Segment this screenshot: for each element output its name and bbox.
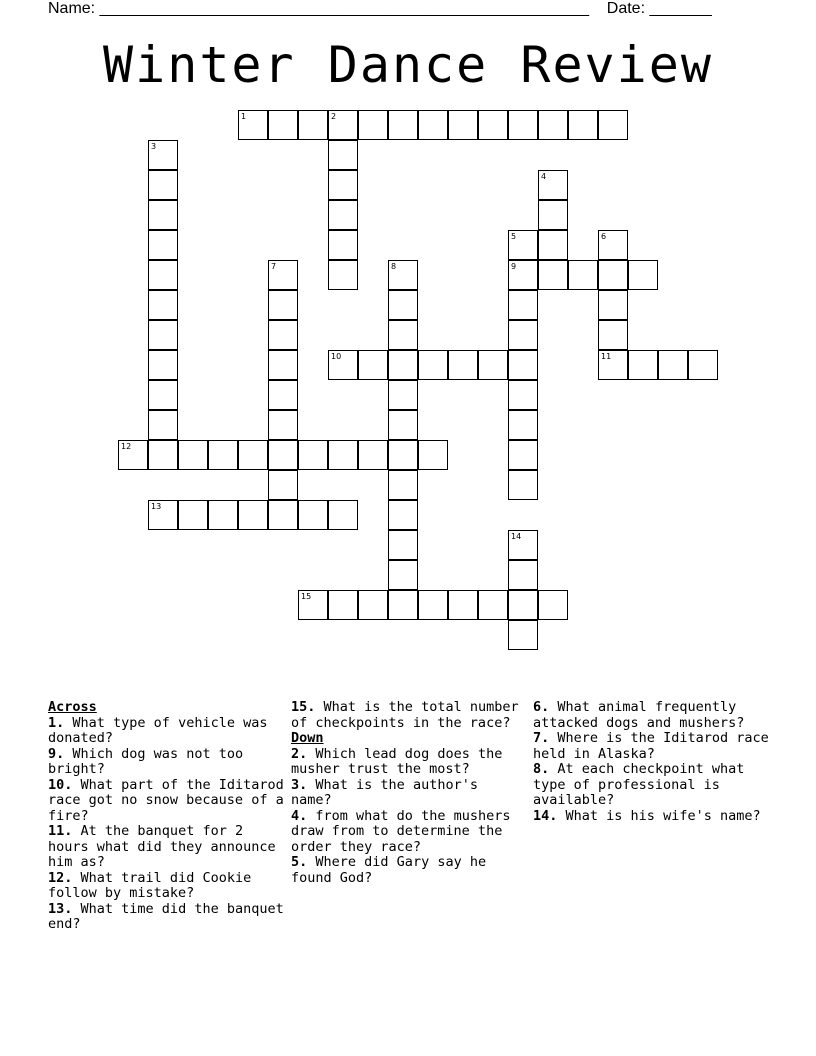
cell-number: 4 [541, 172, 547, 181]
grid-cell[interactable] [148, 350, 178, 380]
grid-cell[interactable] [598, 230, 628, 260]
grid-cell[interactable] [148, 320, 178, 350]
clue-across-13 [48, 902, 284, 933]
cell-number: 15 [301, 592, 312, 601]
grid-cell[interactable] [328, 170, 358, 200]
clue-across-15 [291, 700, 523, 731]
grid-cell[interactable] [508, 470, 538, 500]
grid-cell[interactable] [148, 200, 178, 230]
grid-cell[interactable] [538, 590, 568, 620]
grid-cell[interactable] [148, 230, 178, 260]
clue-text: What trail did Cookie follow by mistake? [48, 869, 252, 901]
grid-cell[interactable] [388, 320, 418, 350]
grid-cell[interactable] [388, 260, 418, 290]
clue-text: What is his wife's name? [565, 807, 761, 824]
clue-across-10 [48, 778, 284, 825]
clue-text: What type of vehicle was donated? [48, 714, 268, 746]
grid-cell[interactable] [418, 110, 448, 140]
grid-cell[interactable] [148, 260, 178, 290]
clue-down-8 [533, 762, 769, 809]
down-heading: Down [291, 730, 324, 746]
cell-number: 7 [271, 262, 277, 271]
clue-number: 5. [291, 854, 308, 870]
grid-cell[interactable] [268, 260, 298, 290]
grid-cell[interactable] [598, 110, 628, 140]
clue-number: 10. [48, 776, 73, 793]
cell-number: 8 [391, 262, 397, 271]
clue-number: 11. [48, 823, 73, 839]
grid-cell[interactable] [328, 110, 358, 140]
clue-text: At each checkpoint what type of professional is available? [533, 761, 745, 808]
grid-cell[interactable] [388, 380, 418, 410]
grid-cell[interactable] [328, 500, 358, 530]
grid-cell[interactable] [358, 590, 388, 620]
clue-number: 15. [291, 699, 316, 715]
across-heading: Across [48, 699, 97, 715]
cell-number: 9 [511, 262, 517, 271]
grid-cell[interactable] [568, 110, 598, 140]
clue-text: What time did the banquet end? [48, 900, 284, 932]
clue-down-3 [291, 778, 523, 809]
grid-cell[interactable] [388, 560, 418, 590]
clue-across-11 [48, 824, 284, 871]
grid-cell[interactable] [268, 470, 298, 500]
clue-text: from what do the mushers draw from to determine the order they race? [291, 807, 511, 855]
clue-down-5 [291, 855, 523, 886]
clue-across-9 [48, 747, 284, 778]
cell-number: 10 [331, 352, 342, 361]
grid-cell[interactable] [388, 500, 418, 530]
grid-cell[interactable] [388, 350, 418, 380]
clues-column-2 [291, 700, 523, 886]
clue-text: Which dog was not too bright? [48, 745, 244, 777]
grid-cell[interactable] [328, 230, 358, 260]
grid-cell[interactable] [598, 290, 628, 320]
grid-cell[interactable] [178, 500, 208, 530]
grid-cell[interactable] [448, 110, 478, 140]
grid-cell[interactable] [268, 380, 298, 410]
grid-cell[interactable] [508, 530, 538, 560]
clue-number: 3. [291, 776, 308, 793]
grid-cell[interactable] [148, 170, 178, 200]
grid-cell[interactable] [478, 110, 508, 140]
name-date-line: Name: _______________________________________________________ Date: _______ [48, 0, 712, 17]
grid-cell[interactable] [478, 590, 508, 620]
grid-cell[interactable] [268, 500, 298, 530]
grid-cell[interactable] [388, 470, 418, 500]
clue-text: Where is the Iditarod race held in Alaska? [533, 730, 769, 762]
grid-cell[interactable] [328, 590, 358, 620]
grid-cell[interactable] [148, 140, 178, 170]
clue-number: 8. [533, 761, 550, 777]
grid-cell[interactable] [358, 350, 388, 380]
clue-down-2 [291, 747, 523, 778]
clue-text: What part of the Iditarod race got no snow because of a fire? [48, 776, 284, 824]
clue-text: What is the author's name? [291, 776, 478, 808]
cell-number: 12 [121, 442, 132, 451]
grid-cell[interactable] [238, 500, 268, 530]
cell-number: 14 [511, 532, 522, 541]
clue-number: 13. [48, 900, 73, 917]
grid-cell[interactable] [268, 290, 298, 320]
clue-number: 1. [48, 714, 65, 731]
clue-text: What is the total number of checkpoints in the race? [291, 699, 519, 731]
grid-cell[interactable] [238, 110, 268, 140]
clue-down-6 [533, 700, 769, 731]
clue-across-12 [48, 871, 284, 902]
clue-text: Where did Gary say he found God? [291, 854, 487, 886]
grid-cell[interactable] [238, 440, 268, 470]
grid-cell[interactable] [508, 560, 538, 590]
clue-number: 4. [291, 807, 308, 824]
clue-number: 14. [533, 807, 558, 824]
grid-cell[interactable] [388, 290, 418, 320]
grid-cell[interactable] [688, 350, 718, 380]
clue-down-14 [533, 809, 769, 825]
clue-down-4 [291, 809, 523, 856]
grid-cell[interactable] [148, 410, 178, 440]
grid-cell[interactable] [328, 350, 358, 380]
grid-cell[interactable] [388, 410, 418, 440]
grid-cell[interactable] [508, 290, 538, 320]
grid-cell[interactable] [118, 440, 148, 470]
grid-cell[interactable] [388, 110, 418, 140]
grid-cell[interactable] [598, 260, 628, 290]
cell-number: 2 [331, 112, 337, 121]
grid-cell[interactable] [448, 590, 478, 620]
cell-number: 5 [511, 232, 517, 241]
clue-text: What animal frequently attacked dogs and mushers? [533, 699, 745, 731]
clues-column-1 [48, 700, 284, 933]
grid-cell[interactable] [298, 110, 328, 140]
grid-cell[interactable] [508, 350, 538, 380]
grid-cell[interactable] [328, 440, 358, 470]
grid-cell[interactable] [208, 440, 238, 470]
grid-cell[interactable] [358, 110, 388, 140]
grid-cell[interactable] [358, 440, 388, 470]
grid-cell[interactable] [268, 110, 298, 140]
grid-cell[interactable] [628, 350, 658, 380]
grid-cell[interactable] [508, 410, 538, 440]
grid-cell[interactable] [208, 500, 238, 530]
grid-cell[interactable] [508, 590, 538, 620]
grid-cell[interactable] [298, 590, 328, 620]
grid-cell[interactable] [268, 350, 298, 380]
grid-cell[interactable] [538, 260, 568, 290]
grid-cell[interactable] [178, 440, 208, 470]
grid-cell[interactable] [418, 590, 448, 620]
cell-number: 3 [151, 142, 157, 151]
grid-cell[interactable] [418, 350, 448, 380]
grid-cell[interactable] [508, 320, 538, 350]
grid-cell[interactable] [508, 380, 538, 410]
grid-cell[interactable] [508, 440, 538, 470]
puzzle-title: Winter Dance Review [103, 36, 713, 94]
cell-number: 11 [601, 352, 612, 361]
grid-cell[interactable] [628, 260, 658, 290]
clue-across-1 [48, 716, 284, 747]
grid-cell[interactable] [538, 230, 568, 260]
clues-column-3 [533, 700, 769, 824]
grid-cell[interactable] [508, 110, 538, 140]
clue-number: 9. [48, 745, 65, 762]
clue-number: 7. [533, 730, 550, 746]
grid-cell[interactable] [328, 200, 358, 230]
grid-cell[interactable] [658, 350, 688, 380]
grid-cell[interactable] [418, 440, 448, 470]
grid-cell[interactable] [388, 530, 418, 560]
clue-down-7 [533, 731, 769, 762]
grid-cell[interactable] [598, 320, 628, 350]
grid-cell[interactable] [508, 620, 538, 650]
grid-cell[interactable] [148, 290, 178, 320]
grid-cell[interactable] [388, 440, 418, 470]
grid-cell[interactable] [268, 440, 298, 470]
grid-cell[interactable] [508, 230, 538, 260]
grid-cell[interactable] [568, 260, 598, 290]
grid-cell[interactable] [328, 140, 358, 170]
grid-cell[interactable] [148, 500, 178, 530]
grid-cell[interactable] [538, 110, 568, 140]
grid-cell[interactable] [478, 350, 508, 380]
grid-cell[interactable] [298, 500, 328, 530]
grid-cell[interactable] [598, 350, 628, 380]
grid-cell[interactable] [148, 440, 178, 470]
clue-number: 2. [291, 745, 308, 762]
clue-text: At the banquet for 2 hours what did they announce him as? [48, 823, 276, 870]
grid-cell[interactable] [148, 380, 178, 410]
grid-cell[interactable] [388, 590, 418, 620]
cell-number: 1 [241, 112, 247, 121]
clue-number: 6. [533, 699, 550, 715]
cell-number: 6 [601, 232, 607, 241]
grid-cell[interactable] [508, 260, 538, 290]
clue-text: Which lead dog does the musher trust the most? [291, 745, 503, 777]
grid-cell[interactable] [538, 200, 568, 230]
grid-cell[interactable] [538, 170, 568, 200]
grid-cell[interactable] [328, 260, 358, 290]
grid-cell[interactable] [268, 320, 298, 350]
clue-number: 12. [48, 869, 73, 886]
grid-cell[interactable] [268, 410, 298, 440]
grid-cell[interactable] [298, 440, 328, 470]
grid-cell[interactable] [448, 350, 478, 380]
cell-number: 13 [151, 502, 162, 511]
